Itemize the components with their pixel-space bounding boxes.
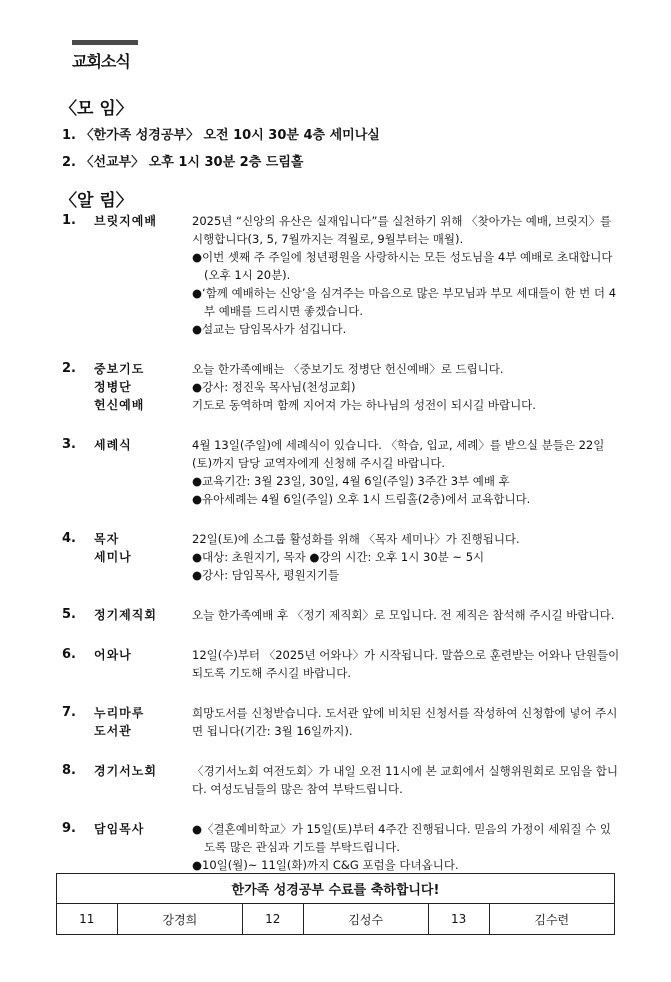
notice-body [192, 820, 622, 874]
notice-line: ●강사: 담임목사, 평원지기들 [192, 568, 340, 582]
notice-label: 목자 [94, 532, 120, 546]
notice-line: 기도로 동역하며 함께 지어져 가는 하나님의 성전이 되시길 바랍니다. [192, 398, 536, 412]
notice-item [62, 820, 622, 874]
notice-line: 4월 13일(주일)에 세례식이 있습니다. 〈학습, 입교, 세례〉를 받으실 분들은 22일(토)까지 담당 교역자에게 신청해 주시길 바랍니다. [192, 438, 605, 470]
notice-line: 22일(토)에 소그룹 활성화를 위해 〈목자 세미나〉가 진행됩니다. [192, 532, 520, 546]
notice-line: ●유아세례는 4월 6일(주일) 오후 1시 드림홀(2층)에서 교육합니다. [192, 492, 531, 506]
notice-labels [94, 360, 186, 414]
notice-label: 세미나 [94, 550, 132, 564]
notice-body [192, 762, 622, 798]
notice-line: 〈경기서노회 여전도회〉가 내일 오전 11시에 본 교회에서 실행위원회로 모임을 합니다. 여성도님들의 많은 참여 부탁드립니다. [192, 764, 619, 796]
notice-number: 9. [62, 821, 76, 836]
header [72, 40, 138, 72]
congrats-row [57, 904, 615, 935]
notice-number: 4. [62, 531, 76, 546]
notice-item [62, 704, 622, 740]
notice-line: ●설교는 담임목사가 섬깁니다. [192, 322, 347, 336]
notice-number: 6. [62, 647, 76, 662]
notice-line: 12일(수)부터 〈2025년 어와나〉가 시작됩니다. 말씀으로 훈련받는 어와나 단원들이 되도록 기도해 주시길 바랍니다. [192, 648, 620, 680]
notice-item [62, 212, 622, 338]
notice-label: 경기서노회 [94, 764, 157, 778]
notice-line: ●이번 셋째 주 주일에 청년평원을 사랑하시는 모든 성도님을 4부 예배로 초대합니다(오후 1시 20분). [192, 250, 613, 282]
notice-body [192, 212, 622, 338]
meeting-item: 1. 〈한가족 성경공부〉 오전 10시 30분 4층 세미나실 [62, 128, 380, 143]
congrats-cell: 김수련 [489, 904, 614, 935]
congrats-cell: 김성수 [303, 904, 428, 935]
congrats-table [56, 873, 615, 935]
notice-body [192, 704, 622, 740]
congrats-cell: 12 [242, 904, 303, 935]
notice-body [192, 360, 622, 414]
notice-number: 1. [62, 213, 76, 228]
notice-label: 정기제직회 [94, 608, 157, 622]
notice-label: 정병단 [94, 380, 132, 394]
notice-item [62, 530, 622, 584]
notice-list [62, 212, 622, 896]
notice-item [62, 606, 622, 624]
notice-labels [94, 436, 186, 454]
notices-title: 〈알 림〉 [60, 191, 133, 211]
notice-item [62, 646, 622, 682]
notice-item [62, 436, 622, 508]
notice-body [192, 606, 622, 624]
notice-item [62, 360, 622, 414]
notice-number: 2. [62, 361, 76, 376]
notice-line: 2025년 “신앙의 유산은 실재입니다”를 실천하기 위해 〈찾아가는 예배, 브릿지〉를 시행합니다(3, 5, 7월까지는 격월로, 9월부터는 매월). [192, 214, 612, 246]
notice-line: ●대상: 초원지기, 목자 ●강의 시간: 오후 1시 30분 ~ 5시 [192, 550, 485, 564]
notice-labels [94, 212, 186, 230]
notice-labels [94, 820, 186, 838]
congrats-cell: 11 [57, 904, 118, 935]
meeting-item: 2. 〈선교부〉 오후 1시 30분 2층 드림홀 [62, 155, 304, 170]
notice-labels [94, 762, 186, 780]
congrats-cell: 강경희 [117, 904, 242, 935]
page-title: 교회소식 [72, 52, 130, 71]
notice-line: ●〈결혼예비학교〉가 15일(토)부터 4주간 진행됩니다. 믿음의 가정이 세워질 수 있도록 많은 관심과 기도를 부탁드립니다. [192, 822, 612, 854]
notice-labels [94, 606, 186, 624]
notice-body [192, 436, 622, 508]
notice-label: 담임목사 [94, 822, 145, 836]
notice-line: ●강사: 정진욱 목사님(천성교회) [192, 380, 356, 394]
notice-line: 오늘 한가족예배 후 〈정기 제직회〉로 모입니다. 전 제직은 참석해 주시길 바랍니다. [192, 608, 615, 622]
notice-labels [94, 646, 186, 664]
congrats-title: 한가족 성경공부 수료를 축하합니다! [57, 874, 615, 904]
notice-label: 도서관 [94, 724, 132, 738]
notice-label: 세례식 [94, 438, 132, 452]
notice-line: 오늘 한가족예배는 〈중보기도 정병단 헌신예배〉로 드립니다. [192, 362, 504, 376]
notice-label: 누리마루 [94, 706, 145, 720]
notice-label: 브릿지예배 [94, 214, 157, 228]
notice-line: ●교육기간: 3월 23일, 30일, 4월 6일(주일) 3주간 3부 예배 후 [192, 474, 510, 488]
notice-line: ●10일(월)~ 11일(화)까지 C&G 포럼을 다녀옵니다. [192, 858, 459, 872]
notice-label: 헌신예배 [94, 398, 145, 412]
congrats-cell: 13 [428, 904, 489, 935]
notice-body [192, 646, 622, 682]
notice-labels [94, 704, 186, 740]
header-bar [72, 40, 138, 45]
notice-label: 어와나 [94, 648, 132, 662]
notice-line: 희망도서를 신청받습니다. 도서관 앞에 비치된 신청서를 작성하여 신청함에 넣어 주시면 됩니다(기간: 3월 16일까지). [192, 706, 618, 738]
notice-number: 3. [62, 437, 76, 452]
notice-labels [94, 530, 186, 566]
notice-item [62, 762, 622, 798]
notice-label: 중보기도 [94, 362, 145, 376]
notice-number: 8. [62, 763, 76, 778]
notice-number: 5. [62, 607, 76, 622]
notice-number: 7. [62, 705, 76, 720]
notice-body [192, 530, 622, 584]
meetings-title: 〈모 임〉 [60, 99, 133, 119]
notice-line: ●‘함께 예배하는 신앙’을 심겨주는 마음으로 많은 부모님과 부모 세대들이 한 번 더 4부 예배를 드리시면 좋겠습니다. [192, 286, 617, 318]
